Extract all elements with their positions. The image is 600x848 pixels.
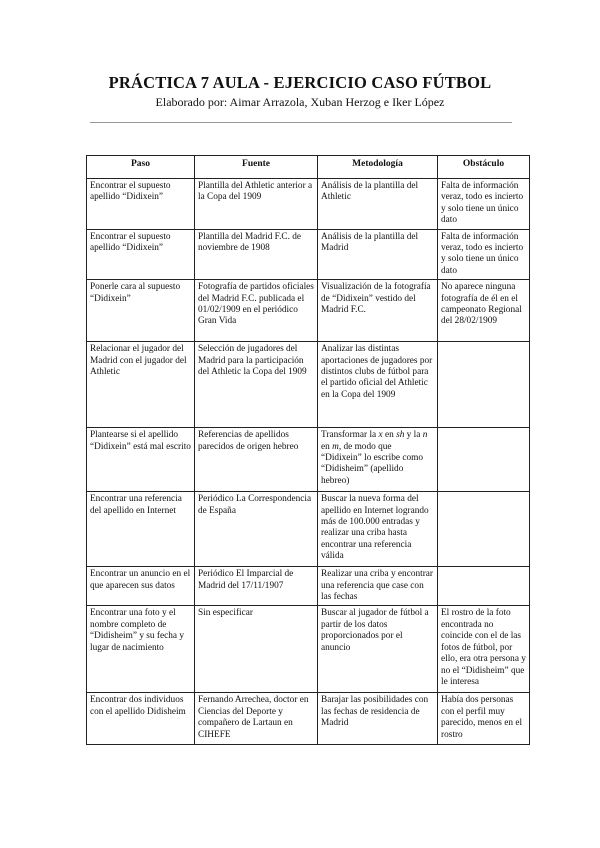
cell-metodologia: Análisis de la plantilla del Athletic [318,179,438,230]
cell-obstaculo: El rostro de la foto encontrada no coincide con el de las fotos de fútbol, por ello, era otra persona y no el “Didisheim” que le interesa [438,606,530,693]
column-header-metodologia: Metodología [318,156,438,179]
cell-metodologia: Realizar una criba y encontrar una referencia que case con las fechas [318,567,438,606]
cell-metodologia: Analizar las distintas aportaciones de jugadores por distintos clubs de fútbol para el partido oficial del Athletic en la Copa del 1909 [318,342,438,428]
cell-fuente: Sin especificar [195,606,318,693]
column-header-paso: Paso [87,156,195,179]
cell-paso: Ponerle cara al supuesto “Didixein” [87,280,195,342]
cell-metodologia: Buscar al jugador de fútbol a partir de los datos proporcionados por el anuncio [318,606,438,693]
cell-obstaculo: Falta de información veraz, todo es incierto y solo tiene un único dato [438,179,530,230]
table-row [87,492,530,567]
table-row [87,567,530,606]
cell-obstaculo [438,492,530,567]
cell-paso: Encontrar una referencia del apellido en Internet [87,492,195,567]
cell-fuente: Plantilla del Athletic anterior a la Copa del 1909 [195,179,318,230]
cell-paso: Relacionar el jugador del Madrid con el jugador del Athletic [87,342,195,428]
column-header-obstaculo: Obstáculo [438,156,530,179]
cell-fuente: Periódico El Imparcial de Madrid del 17/11/1907 [195,567,318,606]
table-row [87,342,530,428]
document-authors: Elaborado por: Aimar Arrazola, Xuban Herzog e Iker López [155,95,445,109]
cell-obstaculo: Falta de información veraz, todo es incierto y solo tiene un único dato [438,229,530,280]
cell-obstaculo [438,428,530,492]
cell-obstaculo [438,342,530,428]
cell-paso: Encontrar una foto y el nombre completo de “Didisheim” y su fecha y lugar de nacimiento [87,606,195,693]
table-row [87,280,530,342]
cell-obstaculo: No aparece ninguna fotografía de él en el campeonato Regional del 28/02/1909 [438,280,530,342]
steps-table [86,155,530,745]
table-row [87,229,530,280]
cell-fuente: Fotografía de partidos oficiales del Madrid F.C. publicada el 01/02/1909 en el periódico Gran Vida [195,280,318,342]
cell-paso: Encontrar un anuncio en el que aparecen sus datos [87,567,195,606]
cell-paso: Plantearse si el apellido “Didixein” está mal escrito [87,428,195,492]
cell-fuente: Periódico La Correspondencia de España [195,492,318,567]
table-row [87,693,530,745]
table-header-row [87,156,530,179]
cell-metodologia: Transformar la x en sh y la n en m, de modo que “Didixein” lo escribe como “Didisheim” (apellido hebreo) [318,428,438,492]
table-row [87,428,530,492]
cell-metodologia: Barajar las posibilidades con las fechas de residencia de Madrid [318,693,438,745]
cell-obstaculo [438,567,530,606]
column-header-fuente: Fuente [195,156,318,179]
cell-metodologia: Visualización de la fotografía de “Didixein” vestido del Madrid F.C. [318,280,438,342]
cell-paso: Encontrar dos individuos con el apellido Didisheim [87,693,195,745]
cell-paso: Encontrar el supuesto apellido “Didixein” [87,229,195,280]
cell-metodologia: Análisis de la plantilla del Madrid [318,229,438,280]
cell-fuente: Referencias de apellidos parecidos de origen hebreo [195,428,318,492]
cell-obstaculo: Había dos personas con el perfil muy parecido, menos en el rostro [438,693,530,745]
document-title: PRÁCTICA 7 AULA - EJERCICIO CASO FÚTBOL [108,73,492,92]
cell-paso: Encontrar el supuesto apellido “Didixein” [87,179,195,230]
cell-fuente: Plantilla del Madrid F.C. de noviembre de 1908 [195,229,318,280]
table-row [87,179,530,230]
cell-fuente: Selección de jugadores del Madrid para la participación del Athletic la Copa del 1909 [195,342,318,428]
header-divider [90,122,512,123]
table-row [87,606,530,693]
cell-fuente: Fernando Arrechea, doctor en Ciencias del Deporte y compañero de Lartaun en CIHEFE [195,693,318,745]
cell-metodologia: Buscar la nueva forma del apellido en Internet logrando más de 100.000 entradas y realizar una criba hasta encontrar una referencia válida [318,492,438,567]
